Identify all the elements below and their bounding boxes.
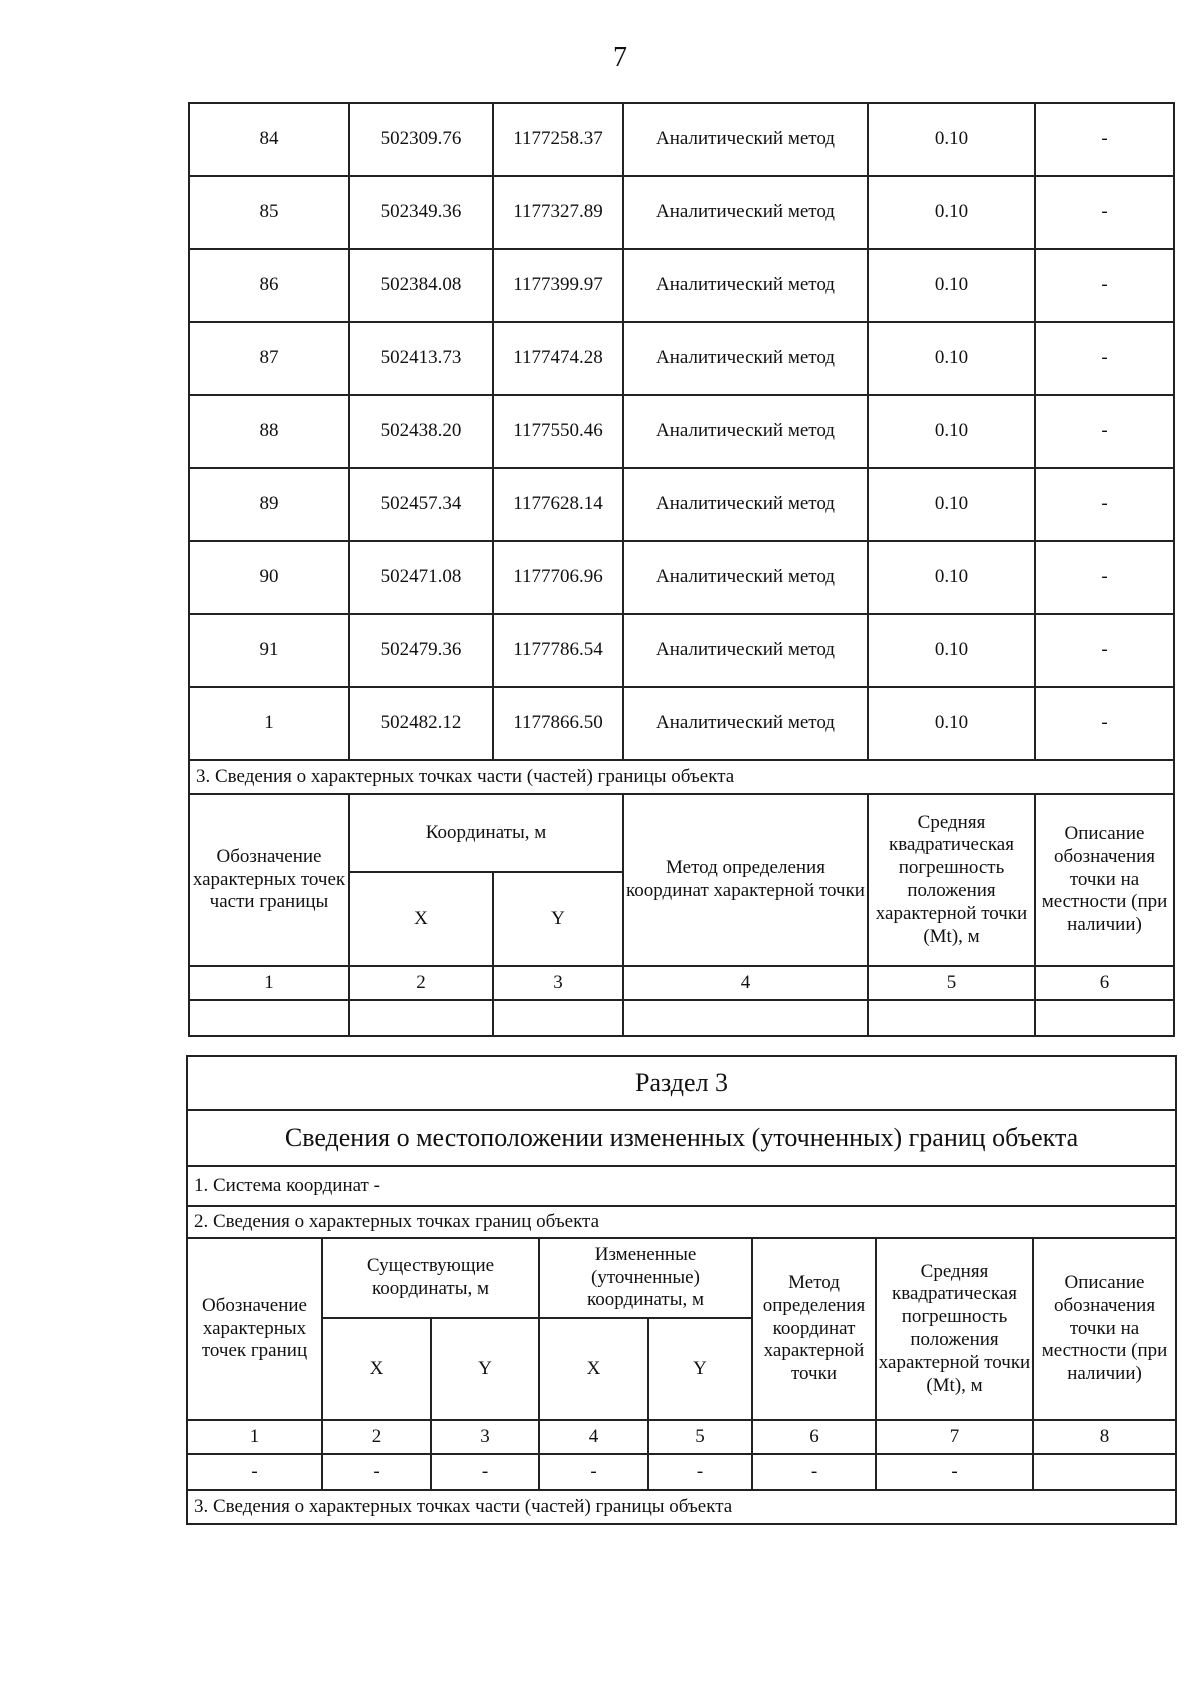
description: -: [1035, 322, 1174, 395]
mt-value: 0.10: [868, 103, 1035, 176]
method: Аналитический метод: [623, 687, 868, 760]
col-number: 3: [493, 966, 623, 1000]
empty-value: -: [648, 1454, 752, 1490]
table-row: [189, 614, 1174, 687]
header-existing-coords: Существующие координаты, м: [322, 1238, 539, 1318]
empty-cell: [189, 1000, 349, 1036]
page-number: 7: [613, 42, 627, 73]
header-description: Описание обозначения точки на местности (при наличии): [1035, 794, 1174, 966]
coord-y: 1177399.97: [493, 249, 623, 322]
header-changed-coords: Измененные (уточненные) координаты, м: [539, 1238, 752, 1318]
col-number: 1: [187, 1420, 322, 1454]
point-number: 90: [189, 541, 349, 614]
coord-x: 502413.73: [349, 322, 493, 395]
method: Аналитический метод: [623, 176, 868, 249]
description: -: [1035, 614, 1174, 687]
header-description: Описание обозначения точки на местности (при наличии): [1033, 1238, 1176, 1420]
col-number: 3: [431, 1420, 539, 1454]
empty-cell: [493, 1000, 623, 1036]
table-row: [189, 687, 1174, 760]
point-number: 86: [189, 249, 349, 322]
coord-y: 1177474.28: [493, 322, 623, 395]
description: -: [1035, 468, 1174, 541]
description: -: [1035, 541, 1174, 614]
table-row: [189, 322, 1174, 395]
section3-subtitle: Сведения о местоположении измененных (уточненных) границ объекта: [187, 1110, 1176, 1166]
method: Аналитический метод: [623, 468, 868, 541]
description: -: [1035, 249, 1174, 322]
method: Аналитический метод: [623, 103, 868, 176]
point-number: 85: [189, 176, 349, 249]
method: Аналитический метод: [623, 249, 868, 322]
empty-value: -: [431, 1454, 539, 1490]
point-number: 1: [189, 687, 349, 760]
method: Аналитический метод: [623, 614, 868, 687]
col-number: 6: [1035, 966, 1174, 1000]
coord-x: 502384.08: [349, 249, 493, 322]
point-number: 89: [189, 468, 349, 541]
section3-title: Раздел 3: [187, 1056, 1176, 1110]
col-number: 6: [752, 1420, 876, 1454]
coord-x: 502471.08: [349, 541, 493, 614]
header-y: Y: [431, 1318, 539, 1420]
col-number: 1: [189, 966, 349, 1000]
empty-value: [1033, 1454, 1176, 1490]
mt-value: 0.10: [868, 541, 1035, 614]
mt-value: 0.10: [868, 468, 1035, 541]
point-number: 87: [189, 322, 349, 395]
header-mt: Средняя квадратическая погрешность положения характерной точки (Mt), м: [876, 1238, 1033, 1420]
col-number: 8: [1033, 1420, 1176, 1454]
coord-y: 1177550.46: [493, 395, 623, 468]
points-title: 2. Сведения о характерных точках границ объекта: [187, 1206, 1176, 1238]
table-row: [189, 395, 1174, 468]
header-y: Y: [493, 872, 623, 966]
header-x: X: [349, 872, 493, 966]
header-y: Y: [648, 1318, 752, 1420]
header-designation: Обозначение характерных точек границ: [187, 1238, 322, 1420]
table-row: [189, 249, 1174, 322]
description: -: [1035, 395, 1174, 468]
empty-value: -: [752, 1454, 876, 1490]
coord-x: 502438.20: [349, 395, 493, 468]
method: Аналитический метод: [623, 395, 868, 468]
col-number: 5: [868, 966, 1035, 1000]
empty-value: -: [876, 1454, 1033, 1490]
section3-table: [186, 1055, 1177, 1525]
part-section-title: 3. Сведения о характерных точках части (частей) границы объекта: [187, 1490, 1176, 1524]
header-designation: Обозначение характерных точек части границы: [189, 794, 349, 966]
coord-y: 1177706.96: [493, 541, 623, 614]
empty-cell: [349, 1000, 493, 1036]
description: -: [1035, 103, 1174, 176]
col-number: 5: [648, 1420, 752, 1454]
description: -: [1035, 687, 1174, 760]
empty-value: -: [187, 1454, 322, 1490]
method: Аналитический метод: [623, 322, 868, 395]
coord-y: 1177258.37: [493, 103, 623, 176]
coord-y: 1177628.14: [493, 468, 623, 541]
mt-value: 0.10: [868, 176, 1035, 249]
coord-x: 502309.76: [349, 103, 493, 176]
part-section-title: 3. Сведения о характерных точках части (частей) границы объекта: [189, 760, 1174, 794]
coord-system: 1. Система координат -: [187, 1166, 1176, 1206]
coord-x: 502349.36: [349, 176, 493, 249]
point-number: 84: [189, 103, 349, 176]
table-row: [189, 176, 1174, 249]
empty-cell: [1035, 1000, 1174, 1036]
empty-value: -: [322, 1454, 431, 1490]
coord-y: 1177327.89: [493, 176, 623, 249]
empty-value: -: [539, 1454, 648, 1490]
header-x: X: [322, 1318, 431, 1420]
mt-value: 0.10: [868, 249, 1035, 322]
col-number: 2: [322, 1420, 431, 1454]
mt-value: 0.10: [868, 614, 1035, 687]
description: -: [1035, 176, 1174, 249]
header-x: X: [539, 1318, 648, 1420]
table-row: [189, 541, 1174, 614]
mt-value: 0.10: [868, 687, 1035, 760]
col-number: 2: [349, 966, 493, 1000]
mt-value: 0.10: [868, 322, 1035, 395]
col-number: 4: [623, 966, 868, 1000]
boundary-points-table: [188, 102, 1175, 1037]
col-number: 4: [539, 1420, 648, 1454]
coord-x: 502482.12: [349, 687, 493, 760]
header-mt: Средняя квадратическая погрешность положения характерной точки (Mt), м: [868, 794, 1035, 966]
coord-x: 502479.36: [349, 614, 493, 687]
header-method: Метод определения координат характерной точки: [623, 794, 868, 966]
table-row: [189, 103, 1174, 176]
coord-x: 502457.34: [349, 468, 493, 541]
coord-y: 1177866.50: [493, 687, 623, 760]
point-number: 88: [189, 395, 349, 468]
col-number: 7: [876, 1420, 1033, 1454]
header-coordinates: Координаты, м: [349, 794, 623, 872]
empty-cell: [868, 1000, 1035, 1036]
mt-value: 0.10: [868, 395, 1035, 468]
header-method: Метод определения координат характерной точки: [752, 1238, 876, 1420]
table-row: [189, 468, 1174, 541]
method: Аналитический метод: [623, 541, 868, 614]
point-number: 91: [189, 614, 349, 687]
empty-cell: [623, 1000, 868, 1036]
coord-y: 1177786.54: [493, 614, 623, 687]
